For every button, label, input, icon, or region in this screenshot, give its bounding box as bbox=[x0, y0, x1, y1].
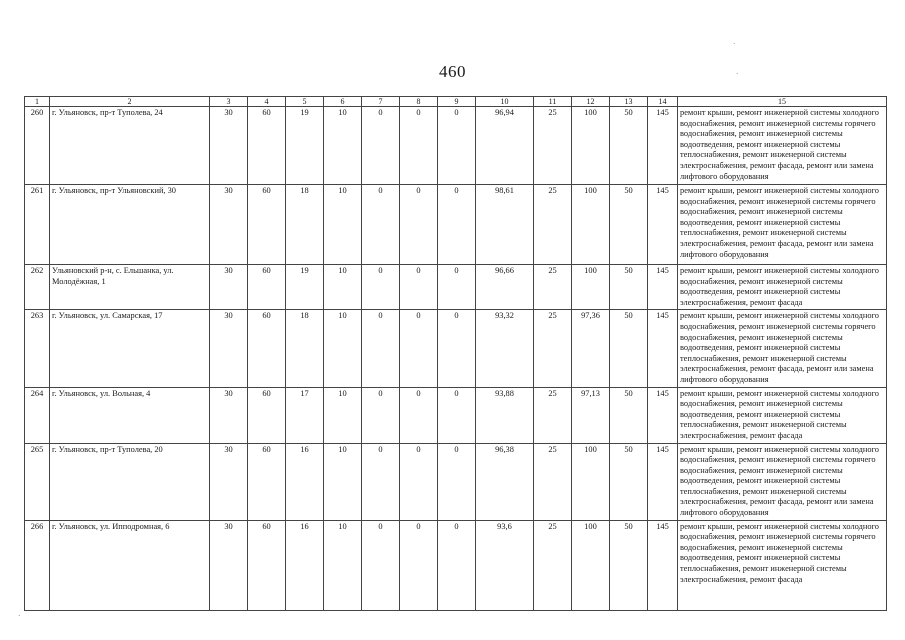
value-cell-col-10: 96,38 bbox=[476, 443, 534, 520]
column-header-8: 8 bbox=[400, 97, 438, 107]
value-cell-col-7: 0 bbox=[362, 185, 400, 265]
table-row bbox=[25, 443, 887, 520]
value-cell-col-8: 0 bbox=[400, 310, 438, 387]
column-header-3: 3 bbox=[210, 97, 248, 107]
value-cell-col-5: 18 bbox=[286, 310, 324, 387]
repair-registry-table bbox=[24, 96, 887, 611]
value-cell-col-5: 19 bbox=[286, 107, 324, 185]
row-number-cell: 261 bbox=[25, 185, 50, 265]
column-header-9: 9 bbox=[438, 97, 476, 107]
value-cell-col-14: 145 bbox=[648, 185, 678, 265]
column-header-5: 5 bbox=[286, 97, 324, 107]
column-header-11: 11 bbox=[534, 97, 572, 107]
column-header-15: 15 bbox=[678, 97, 887, 107]
value-cell-col-4: 60 bbox=[248, 265, 286, 310]
value-cell-col-9: 0 bbox=[438, 443, 476, 520]
address-cell: г. Ульяновск, ул. Ипподромная, 6 bbox=[50, 520, 210, 610]
value-cell-col-7: 0 bbox=[362, 443, 400, 520]
table-row bbox=[25, 185, 887, 265]
value-cell-col-5: 17 bbox=[286, 387, 324, 443]
value-cell-col-12: 97,36 bbox=[572, 310, 610, 387]
value-cell-col-6: 10 bbox=[324, 265, 362, 310]
value-cell-col-13: 50 bbox=[610, 443, 648, 520]
value-cell-col-11: 25 bbox=[534, 265, 572, 310]
value-cell-col-5: 19 bbox=[286, 265, 324, 310]
value-cell-col-12: 100 bbox=[572, 265, 610, 310]
value-cell-col-8: 0 bbox=[400, 443, 438, 520]
row-number-cell: 260 bbox=[25, 107, 50, 185]
value-cell-col-9: 0 bbox=[438, 107, 476, 185]
address-cell: Ульяновский р-н, с. Ельшанка, ул. Молодёжная, 1 bbox=[50, 265, 210, 310]
value-cell-col-4: 60 bbox=[248, 310, 286, 387]
work-types-cell: ремонт крыши, ремонт инженерной системы холодного водоснабжения, ремонт инженерной системы горячего водоснабжения, ремонт инженерной системы водоотведения, ремонт инженерной системы теплоснабжения, ремонт инженерной системы электроснабжения, ремонт фасада bbox=[678, 520, 887, 610]
table-row bbox=[25, 107, 887, 185]
value-cell-col-5: 16 bbox=[286, 520, 324, 610]
value-cell-col-12: 100 bbox=[572, 520, 610, 610]
value-cell-col-13: 50 bbox=[610, 265, 648, 310]
value-cell-col-7: 0 bbox=[362, 107, 400, 185]
value-cell-col-4: 60 bbox=[248, 520, 286, 610]
work-types-cell: ремонт крыши, ремонт инженерной системы холодного водоснабжения, ремонт инженерной системы горячего водоснабжения, ремонт инженерной системы водоотведения, ремонт инженерной системы теплоснабжения, ремонт инженерной системы электроснабжения, ремонт фасада, ремонт или замена лифтового оборудования bbox=[678, 107, 887, 185]
value-cell-col-3: 30 bbox=[210, 107, 248, 185]
work-types-cell: ремонт крыши, ремонт инженерной системы холодного водоснабжения, ремонт инженерной системы горячего водоснабжения, ремонт инженерной системы водоотведения, ремонт инженерной системы теплоснабжения, ремонт инженерной системы электроснабжения, ремонт фасада, ремонт или замена лифтового оборудования bbox=[678, 443, 887, 520]
row-number-cell: 262 bbox=[25, 265, 50, 310]
value-cell-col-6: 10 bbox=[324, 310, 362, 387]
value-cell-col-11: 25 bbox=[534, 107, 572, 185]
value-cell-col-14: 145 bbox=[648, 107, 678, 185]
value-cell-col-10: 93,32 bbox=[476, 310, 534, 387]
value-cell-col-6: 10 bbox=[324, 107, 362, 185]
value-cell-col-6: 10 bbox=[324, 185, 362, 265]
value-cell-col-13: 50 bbox=[610, 185, 648, 265]
value-cell-col-12: 100 bbox=[572, 107, 610, 185]
value-cell-col-12: 100 bbox=[572, 443, 610, 520]
column-header-1: 1 bbox=[25, 97, 50, 107]
value-cell-col-3: 30 bbox=[210, 443, 248, 520]
work-types-cell: ремонт крыши, ремонт инженерной системы холодного водоснабжения, ремонт инженерной системы горячего водоснабжения, ремонт инженерной системы водоотведения, ремонт инженерной системы теплоснабжения, ремонт инженерной системы электроснабжения, ремонт фасада, ремонт или замена лифтового оборудования bbox=[678, 310, 887, 387]
table-body bbox=[25, 107, 887, 611]
scan-mark: · bbox=[733, 40, 736, 48]
value-cell-col-13: 50 bbox=[610, 107, 648, 185]
table-row bbox=[25, 310, 887, 387]
value-cell-col-9: 0 bbox=[438, 310, 476, 387]
value-cell-col-14: 145 bbox=[648, 520, 678, 610]
value-cell-col-14: 145 bbox=[648, 443, 678, 520]
address-cell: г. Ульяновск, ул. Самарская, 17 bbox=[50, 310, 210, 387]
row-number-cell: 263 bbox=[25, 310, 50, 387]
row-number-cell: 264 bbox=[25, 387, 50, 443]
value-cell-col-3: 30 bbox=[210, 310, 248, 387]
value-cell-col-7: 0 bbox=[362, 387, 400, 443]
work-types-cell: ремонт крыши, ремонт инженерной системы холодного водоснабжения, ремонт инженерной системы горячего водоснабжения, ремонт инженерной системы водоотведения, ремонт инженерной системы теплоснабжения, ремонт инженерной системы электроснабжения, ремонт фасада, ремонт или замена лифтового оборудования bbox=[678, 185, 887, 265]
value-cell-col-8: 0 bbox=[400, 185, 438, 265]
value-cell-col-11: 25 bbox=[534, 520, 572, 610]
row-number-cell: 265 bbox=[25, 443, 50, 520]
value-cell-col-10: 96,66 bbox=[476, 265, 534, 310]
value-cell-col-10: 93,6 bbox=[476, 520, 534, 610]
value-cell-col-14: 145 bbox=[648, 310, 678, 387]
value-cell-col-11: 25 bbox=[534, 310, 572, 387]
address-cell: г. Ульяновск, пр-т Туполева, 24 bbox=[50, 107, 210, 185]
address-cell: г. Ульяновск, ул. Вольная, 4 bbox=[50, 387, 210, 443]
column-header-14: 14 bbox=[648, 97, 678, 107]
header-row bbox=[25, 97, 887, 107]
column-header-12: 12 bbox=[572, 97, 610, 107]
value-cell-col-13: 50 bbox=[610, 387, 648, 443]
work-types-cell: ремонт крыши, ремонт инженерной системы холодного водоснабжения, ремонт инженерной системы водоотведения, ремонт инженерной системы электроснабжения, ремонт фасада bbox=[678, 265, 887, 310]
value-cell-col-14: 145 bbox=[648, 387, 678, 443]
value-cell-col-4: 60 bbox=[248, 107, 286, 185]
value-cell-col-12: 97,13 bbox=[572, 387, 610, 443]
column-header-10: 10 bbox=[476, 97, 534, 107]
value-cell-col-9: 0 bbox=[438, 520, 476, 610]
value-cell-col-6: 10 bbox=[324, 443, 362, 520]
column-header-13: 13 bbox=[610, 97, 648, 107]
value-cell-col-9: 0 bbox=[438, 265, 476, 310]
value-cell-col-11: 25 bbox=[534, 387, 572, 443]
value-cell-col-9: 0 bbox=[438, 185, 476, 265]
value-cell-col-13: 50 bbox=[610, 310, 648, 387]
value-cell-col-8: 0 bbox=[400, 387, 438, 443]
value-cell-col-6: 10 bbox=[324, 520, 362, 610]
table-row bbox=[25, 265, 887, 310]
value-cell-col-11: 25 bbox=[534, 443, 572, 520]
value-cell-col-3: 30 bbox=[210, 185, 248, 265]
value-cell-col-8: 0 bbox=[400, 107, 438, 185]
value-cell-col-4: 60 bbox=[248, 185, 286, 265]
table-row bbox=[25, 520, 887, 610]
page-number: 460 bbox=[439, 62, 466, 81]
value-cell-col-6: 10 bbox=[324, 387, 362, 443]
value-cell-col-7: 0 bbox=[362, 520, 400, 610]
value-cell-col-5: 18 bbox=[286, 185, 324, 265]
value-cell-col-10: 93,88 bbox=[476, 387, 534, 443]
value-cell-col-10: 96,94 bbox=[476, 107, 534, 185]
value-cell-col-3: 30 bbox=[210, 520, 248, 610]
scan-mark: · bbox=[18, 612, 21, 620]
column-header-2: 2 bbox=[50, 97, 210, 107]
value-cell-col-5: 16 bbox=[286, 443, 324, 520]
column-header-6: 6 bbox=[324, 97, 362, 107]
value-cell-col-10: 98,61 bbox=[476, 185, 534, 265]
value-cell-col-7: 0 bbox=[362, 310, 400, 387]
value-cell-col-14: 145 bbox=[648, 265, 678, 310]
table-row bbox=[25, 387, 887, 443]
value-cell-col-3: 30 bbox=[210, 387, 248, 443]
value-cell-col-4: 60 bbox=[248, 387, 286, 443]
column-header-7: 7 bbox=[362, 97, 400, 107]
value-cell-col-8: 0 bbox=[400, 265, 438, 310]
value-cell-col-9: 0 bbox=[438, 387, 476, 443]
scan-mark: · bbox=[736, 70, 739, 78]
value-cell-col-11: 25 bbox=[534, 185, 572, 265]
value-cell-col-12: 100 bbox=[572, 185, 610, 265]
value-cell-col-8: 0 bbox=[400, 520, 438, 610]
value-cell-col-13: 50 bbox=[610, 520, 648, 610]
value-cell-col-3: 30 bbox=[210, 265, 248, 310]
address-cell: г. Ульяновск, пр-т Ульяновский, 30 bbox=[50, 185, 210, 265]
row-number-cell: 266 bbox=[25, 520, 50, 610]
value-cell-col-4: 60 bbox=[248, 443, 286, 520]
column-header-4: 4 bbox=[248, 97, 286, 107]
work-types-cell: ремонт крыши, ремонт инженерной системы холодного водоснабжения, ремонт инженерной системы водоотведения, ремонт инженерной системы теплоснабжения, ремонт инженерной системы электроснабжения, ремонт фасада bbox=[678, 387, 887, 443]
value-cell-col-7: 0 bbox=[362, 265, 400, 310]
address-cell: г. Ульяновск, пр-т Туполева, 20 bbox=[50, 443, 210, 520]
